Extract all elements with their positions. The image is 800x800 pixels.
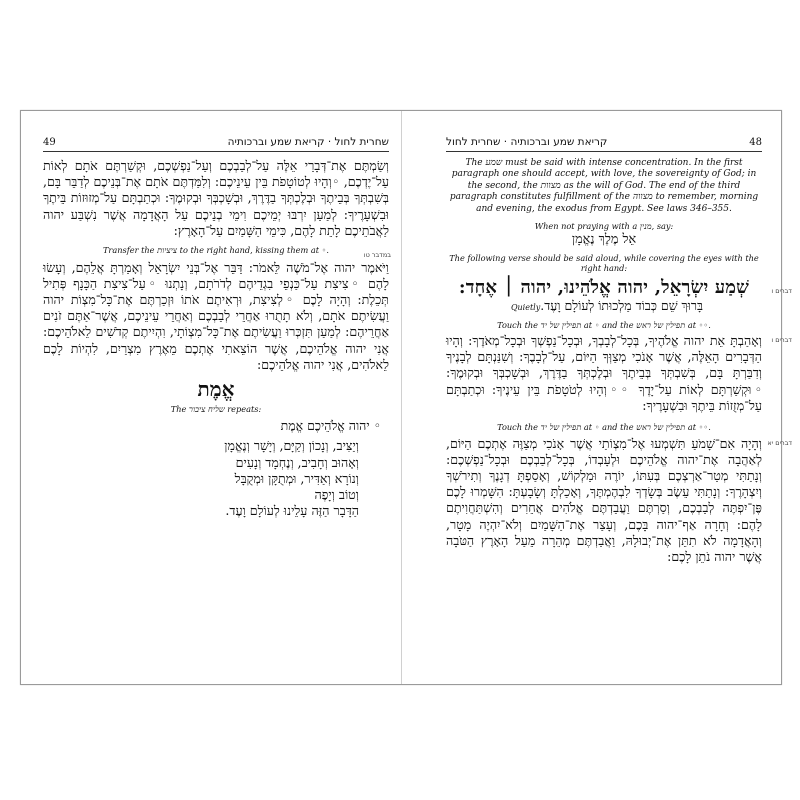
verse-ref-devarim-6: דברים ו (771, 286, 792, 295)
page-number-left: 49 (43, 137, 56, 148)
minyan-instruction: When not praying with a מנין, say: (534, 221, 674, 232)
verse-ref-bamidbar: במדבר טו (363, 250, 391, 259)
emet-heading: אֱמֶת (197, 376, 235, 401)
tzitzit-instruction: Transfer the ציציות to the right hand, kissing them at ◦. (102, 245, 330, 256)
veahavta-block (446, 333, 792, 414)
veyatziv-poem (43, 438, 389, 519)
poem-line: וְאָהוּב וְחָבִיב, וְנֶחְמָד וְנָעִים (235, 454, 359, 470)
hashem-eloheichem-emet: ◦ יהוה אֱלֹהֵיכֶם אֱמֶת (280, 418, 381, 434)
shema-verse-block (446, 276, 792, 298)
tefillin-touch-instruction: Touch the תפילין של יד at ◦ and the תפילין של ראש at ◦◦. (497, 319, 711, 330)
poem-line: וְיַצִּיב, וְנָכוֹן וְקַיָּם, וְיָשָׁר וְנֶאֱמָן (224, 438, 359, 454)
running-head-left: שחרית לחול · קריאת שמע וברכותיה (227, 136, 389, 148)
tefillin-touch-instruction-2: Touch the תפילין של יד at ◦ and the תפילין של ראש at ◦◦. (497, 422, 711, 433)
verse-ref-devarim-11: דברים יא (767, 438, 792, 447)
left-page (21, 111, 401, 684)
running-head-right: קריאת שמע וברכותיה · שחרית לחול (446, 136, 608, 148)
poem-line: וְטוֹב וְיָפֶה (314, 487, 359, 503)
book-spread (20, 110, 792, 685)
baruch-shem-text: בָּרוּךְ שֵׁם כְּבוֹד מַלְכוּתוֹ לְעוֹלָם וָעֶד. (540, 297, 704, 313)
chazzan-repeats-note: The שליח ציבור repeats: (170, 403, 262, 414)
verse-ref-devarim-6b: דברים ו (771, 336, 792, 345)
paragraph-vesamtem: וְשַׂמְתֶּם אֶת־דְּבָרַי אֵלֶּה עַל־לְבַבְכֶם וְעַל־נַפְשְׁכֶם, וּקְשַׁרְתֶּם אֹתָם לְאוֹת עַל־יֶדְכֶם, ◦וְהָיוּ לְטוֹטָפֹת בֵּין עֵינֵיכֶם: וְלִמַּדְתֶּם אֹתָם אֶת־בְּנֵיכֶם לְדַבֵּר בָּם, בְּשִׁבְתְּךָ בְּבֵיתֶךָ וּבְלֶכְתְּךָ בַדֶּרֶךְ, וּבְשָׁכְבְּךָ וּבְקוּמֶךָ: וּכְתַבְתָּם עַל־מְזוּזוֹת בֵּיתֶךָ וּבִשְׁעָרֶיךָ: לְמַעַן יִרְבּוּ יְמֵיכֶם וִימֵי בְנֵיכֶם עַל הָאֲדָמָה אֲשֶׁר נִשְׁבַּע יהוה לַאֲבֹתֵיכֶם לָתֵת לָהֶם, כִּימֵי הַשָּׁמַיִם עַל־הָאָרֶץ: (43, 158, 389, 238)
quietly-label: Quietly (510, 302, 541, 312)
paragraph-vehaya: וְהָיָה אִם־שָׁמֹעַ תִּשְׁמְעוּ אֶל־מִצְוֹתַי אֲשֶׁר אָנֹכִי מְצַוֶּה אֶתְכֶם הַיּוֹם, לְאַהֲבָה אֶת־יהוה אֱלֹהֵיכֶם וּלְעָבְדוֹ, בְּכָל־לְבַבְכֶם וּבְכָל־נַפְשְׁכֶם: וְנָתַתִּי מְטַר־אַרְצְכֶם בְּעִתּוֹ, יוֹרֶה וּמַלְקוֹשׁ, וְאָסַפְתָּ דְגָנֶךָ וְתִירֹשְׁךָ וְיִצְהָרֶךָ: וְנָתַתִּי עֵשֶׂב בְּשָׂדְךָ לִבְהֶמְתֶּךָ, וְאָכַלְתָּ וְשָׂבָעְתָּ: הִשָּׁמְרוּ לָכֶם פֶּן־יִפְתֶּה לְבַבְכֶם, וְסַרְתֶּם וַעֲבַדְתֶּם אֱלֹהִים אֲחֵרִים וְהִשְׁתַּחֲוִיתֶם לָהֶם: וְחָרָה אַף־יהוה בָּכֶם, וְעָצַר אֶת־הַשָּׁמַיִם וְלֹא־יִהְיֶה מָטָר, וְהָאֲדָמָה לֹא תִתֵּן אֶת־יְבוּלָהּ, וַאֲבַדְתֶּם מְהֵרָה מֵעַל הָאָרֶץ הַטֹּבָה אֲשֶׁר יהוה נֹתֵן לָכֶם: (446, 435, 762, 564)
aloud-instruction: The following verse should be said aloud, while covering the eyes with the right hand: (449, 252, 759, 274)
shema-intro-instruction: The שמע must be said with intense concentration. In the first paragraph one should accept, with love, the sovereignty of God; in the second, the מצוות as the will of God. The end of the third paragraph constitutes fulfillment of the מצווה to remember, morning and evening, the exodus from Egypt. See laws 346–355. (449, 158, 759, 214)
el-melech-neeman: אֵל מֶלֶךְ נֶאֱמָן (571, 231, 637, 247)
baruch-shem-line (446, 298, 762, 314)
left-page-header (43, 133, 389, 152)
poem-line: הַדָּבָר הַזֶּה עָלֵינוּ לְעוֹלָם וָעֶד. (225, 503, 359, 519)
paragraph-veahavta: וְאָהַבְתָּ אֵת יהוה אֱלֹהֶיךָ, בְּכָל־לְבָבְךָ, וּבְכָל־נַפְשְׁךָ וּבְכָל־מְאֹדֶךָ: וְהָיוּ הַדְּבָרִים הָאֵלֶּה, אֲשֶׁר אָנֹכִי מְצַוְּךָ הַיּוֹם, עַל־לְבָבֶךָ: וְשִׁנַּנְתָּם לְבָנֶיךָ וְדִבַּרְתָּ בָּם, בְּשִׁבְתְּךָ בְּבֵיתֶךָ וּבְלֶכְתְּךָ בַדֶּרֶךְ, וּבְשָׁכְבְּךָ וּבְקוּמֶךָ: ◦וּקְשַׁרְתָּם לְאוֹת עַל־יָדֶךָ ◦◦וְהָיוּ לְטֹטָפֹת בֵּין עֵינֶיךָ: וּכְתַבְתָּם עַל־מְזֻזוֹת בֵּיתֶךָ וּבִשְׁעָרֶיךָ: (446, 333, 762, 413)
poem-line: וְנוֹרָא וְאַדִּיר, וּמְתֻקָּן וּמְקֻבָּל (234, 470, 359, 486)
vehaya-block (446, 435, 792, 566)
right-page (402, 111, 792, 684)
page-number-right: 48 (749, 137, 762, 148)
right-page-header (446, 133, 762, 152)
shema-yisrael-verse: שְׁמַע יִשְׂרָאֵל, יהוה אֱלֹהֵינוּ, יהוה ׀ אֶחָד: (458, 276, 750, 298)
paragraph-vayomer: וַיֹּאמֶר יהוה אֶל־מֹשֶׁה לֵּאמֹר: דַּבֵּר אֶל־בְּנֵי יִשְׂרָאֵל וְאָמַרְתָּ אֲלֵהֶם, וְעָשׂוּ לָהֶם ◦צִיצִת עַל־כַּנְפֵי בִגְדֵיהֶם לְדֹרֹתָם, וְנָתְנוּ ◦עַל־צִיצִת הַכָּנָף פְּתִיל תְּכֵלֶת: וְהָיָה לָכֶם ◦לְצִיצִת, וּרְאִיתֶם אֹתוֹ וּזְכַרְתֶּם אֶת־כָּל־מִצְוֹת יהוה וַעֲשִׂיתֶם אֹתָם, וְלֹא תָתֻרוּ אַחֲרֵי לְבַבְכֶם וְאַחֲרֵי עֵינֵיכֶם, אֲשֶׁר־אַתֶּם זֹנִים אַחֲרֵיהֶם: לְמַעַן תִּזְכְּרוּ וַעֲשִׂיתֶם אֶת־כָּל־מִצְוֹתָי, וִהְיִיתֶם קְדֹשִׁים לֵאלֹהֵיכֶם: אֲנִי יהוה אֱלֹהֵיכֶם, אֲשֶׁר הוֹצֵאתִי אֶתְכֶם מֵאֶרֶץ מִצְרַיִם, לִהְיוֹת לָכֶם לֵאלֹהִים, אֲנִי יהוה אֱלֹהֵיכֶם: (43, 259, 389, 372)
